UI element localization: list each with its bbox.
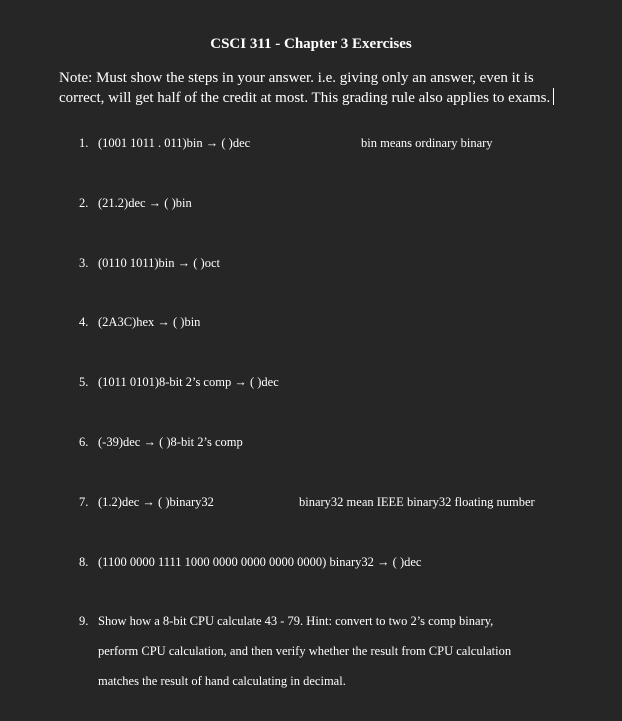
- exercise-number: 6.: [79, 435, 89, 449]
- exercise-number: 7.: [79, 495, 89, 509]
- exercise-text: (21.2)dec → ( )bin: [98, 196, 192, 210]
- exercise-text: (2A3C)hex → ( )bin: [98, 315, 201, 329]
- exercise-number: 4.: [79, 315, 89, 329]
- exercise-text: (1001 1011 . 011)bin → ( )dec: [98, 136, 251, 150]
- exercise-text: (0110 1011)bin → ( )oct: [98, 256, 220, 270]
- exercise-7-side-note: binary32 mean IEEE binary32 floating number: [299, 495, 535, 509]
- grading-note-text: Note: Must show the steps in your answer. i.e. giving only an answer, even it is correct, will get half of the credit at most. This grading rule also applies to exams.: [59, 70, 551, 106]
- exercise-number: 1.: [79, 136, 89, 150]
- text-cursor: [553, 88, 554, 105]
- exercise-text: Show how a 8-bit CPU calculate 43 - 79. Hint: convert to two 2’s comp binary,: [98, 614, 494, 628]
- document-title: CSCI 311 - Chapter 3 Exercises: [210, 36, 412, 52]
- exercise-text: (1.2)dec → ( )binary32: [98, 495, 214, 509]
- exercise-number: 9.: [79, 614, 89, 628]
- exercise-text: (1100 0000 1111 1000 0000 0000 0000 0000) binary32 → ( )dec: [98, 555, 422, 569]
- exercise-number: 5.: [79, 375, 89, 389]
- exercise-text: (-39)dec → ( )8-bit 2’s comp: [98, 435, 243, 449]
- exercise-number: 2.: [79, 196, 89, 210]
- exercise-9-continuation-line: perform CPU calculation, and then verify whether the result from CPU calculation: [98, 644, 512, 658]
- exercise-number: 8.: [79, 555, 89, 569]
- exercise-1-side-note: bin means ordinary binary: [361, 136, 493, 150]
- grading-note: [59, 69, 559, 107]
- exercise-number: 3.: [79, 256, 89, 270]
- exercise-9-continuation-line: matches the result of hand calculating in decimal.: [98, 674, 346, 688]
- exercise-text: (1011 0101)8-bit 2’s comp → ( )dec: [98, 375, 279, 389]
